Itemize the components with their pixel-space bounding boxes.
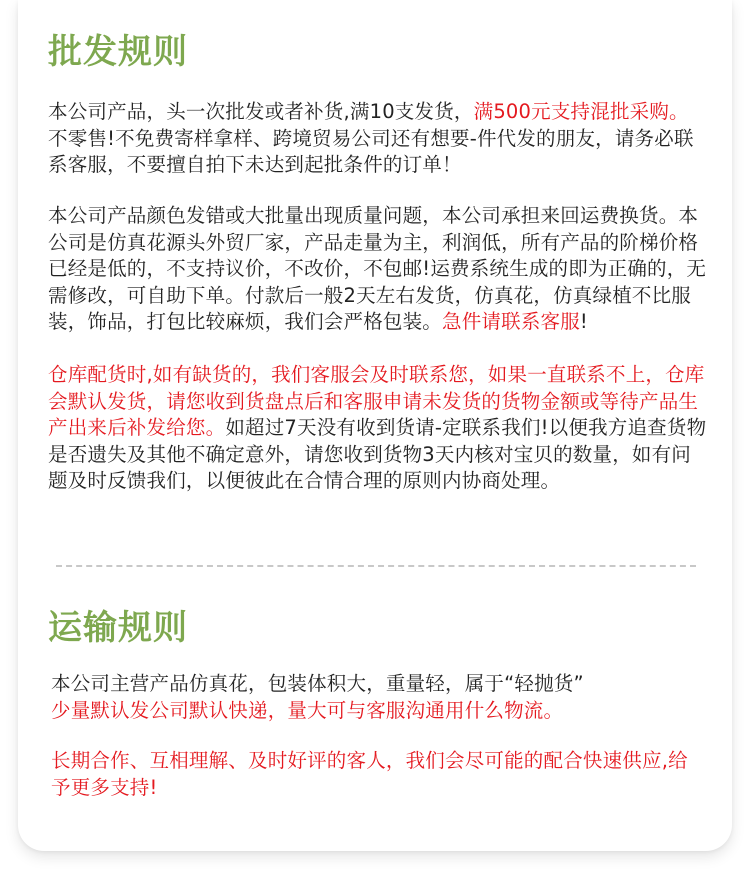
shipping-paragraph-1 [51,671,711,724]
cooperation-note: 长期合作、互相理解、及时好评的客人，我们会尽可能的配合快速供应,给予更多支持! [51,749,688,799]
rules-card [18,0,732,851]
wholesale-p2-end: ! [579,310,588,333]
section-divider [56,565,696,567]
shipping-rules-title: 运输规则 [48,608,188,648]
wholesale-paragraph-2 [48,203,708,336]
stock-shortage-highlight: 仓库配货时,如有缺货的，我们客服会及时联系您，如果一直联系不上，仓库会默认发货，请您收到货盘点后和客服申请未发货的货物金额或等待产品生产出来后补发给您。 [48,363,705,439]
urgent-contact-highlight: 急件请联系客服 [442,310,580,333]
wholesale-p2-text: 本公司产品颜色发错或大批量出现质量问题，本公司承担来回运费换货。本公司是仿真花源头外贸厂家，产品走量为主，利润低，所有产品的阶梯价格已经是低的，不支持议价，不改价，不包邮!运费系统生成的即为正确的，无需修改，可自助下单。付款后一般2天左右发货，仿真花，仿真绿植不比服装，饰品，打包比较麻烦，我们会严格包装。 [48,204,707,333]
shipping-p1-line: 本公司主营产品仿真花，包装体积大，重量轻，属于“轻抛货” [51,672,584,695]
express-default-highlight: 少量默认发公司默认快递，量大可与客服沟通用什么物流。 [51,698,564,722]
wholesale-p1-text-2: 不零售!不免费寄样拿样、跨境贸易公司还有想要-件代发的朋友，请务必联系客服，不要擅自拍下未达到起批条件的订单！ [48,126,694,176]
wholesale-p3-text: 如超过7天没有收到货请-定联系我们!以便我方追查货物是否遗失及其他不确定意外，请您收到货物3天内核对宝贝的数量，如有问题及时反馈我们，以便彼此在合情合理的原则内协商处理。 [48,416,707,492]
wholesale-rules-title: 批发规则 [48,32,188,72]
wholesale-paragraph-1 [48,99,708,179]
wholesale-paragraph-3 [48,362,708,495]
wholesale-p1-text: 本公司产品，头一次批发或者补货,满10支发货， [48,100,474,123]
mixed-batch-highlight: 满500元支持混批采购。 [473,100,689,123]
